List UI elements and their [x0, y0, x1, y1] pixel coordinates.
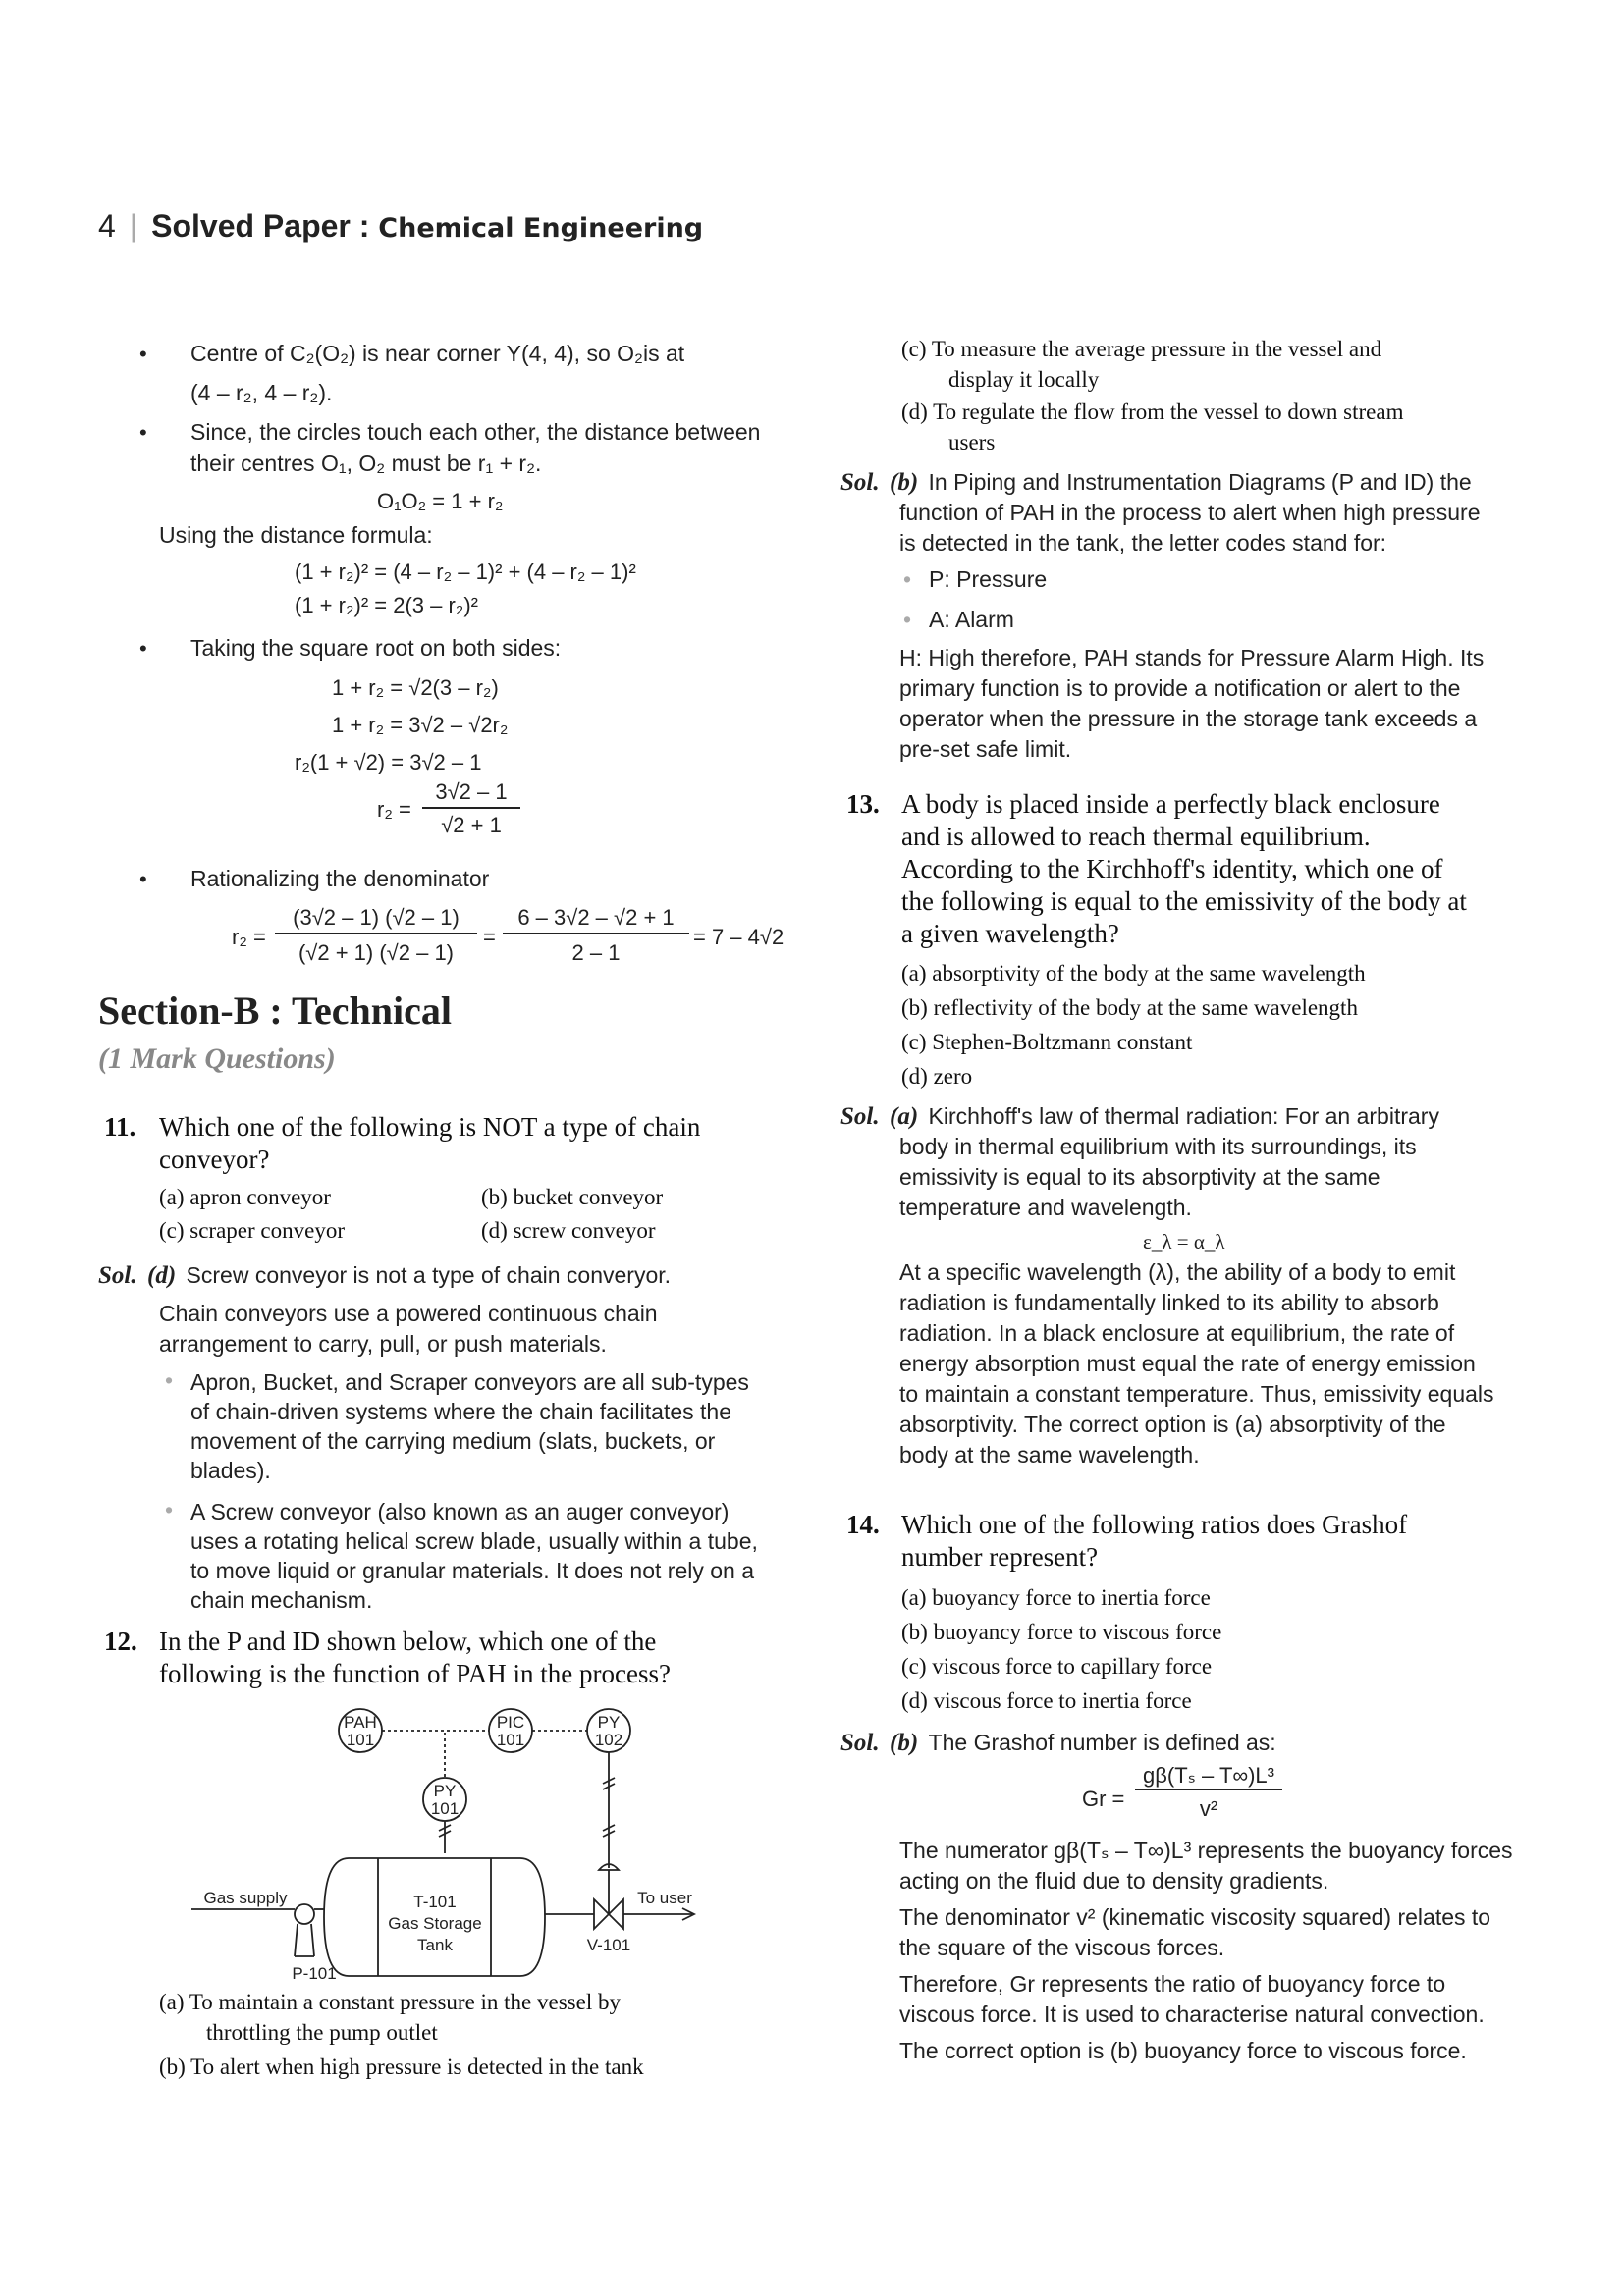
equation: O₁O₂ = 1 + r₂: [377, 489, 504, 513]
bullet-text: (4 – r₂, 4 – r₂).: [190, 380, 333, 405]
option-text: display it locally: [948, 367, 1100, 392]
solution-text: pre-set safe limit.: [899, 736, 1072, 762]
pah-number: 101: [346, 1731, 375, 1749]
tank-name: Gas Storage: [388, 1914, 482, 1933]
question-text: Which one of the following is NOT a type of chain: [159, 1112, 701, 1142]
solution-label: Sol.: [840, 1730, 880, 1756]
py101-label: PY: [433, 1782, 457, 1800]
book-title: Solved Paper :: [151, 208, 370, 243]
option-text: users: [948, 430, 996, 454]
options-13: [901, 956, 1366, 1094]
fraction-denominator: (√2 + 1) (√2 – 1): [298, 940, 455, 965]
solution-text: radiation. In a black enclosure at equilibrium, the rate of: [899, 1320, 1455, 1346]
question-number: 13.: [846, 789, 880, 819]
to-user-label: To user: [637, 1889, 692, 1907]
solution-label: Sol.: [840, 469, 880, 496]
bullet-text: P: Pressure: [929, 566, 1048, 592]
bullet-text: Centre of C₂(O₂) is near corner Y(4, 4), so O₂is at: [190, 341, 685, 366]
fraction-denominator: v²: [1199, 1796, 1218, 1821]
question-text: the following is equal to the emissivity of the body at: [901, 886, 1467, 916]
book-subtitle: Chemical Engineering: [378, 213, 704, 243]
pump-label: P-101: [292, 1964, 337, 1983]
option-c: (c) viscous force to capillary force: [901, 1654, 1213, 1679]
pump-p101: [295, 1904, 314, 1924]
question-number: 12.: [104, 1627, 137, 1656]
question-text: A body is placed inside a perfectly black enclosure: [901, 789, 1440, 819]
solution-11: Sol. (d) Screw conveyor is not a type of chain converyor. Chain conveyors use a powered continuous chain arrangement to carry, pull, or push materials. • Apron, Bucket, and Scraper conveyors are all sub-types of chain-driven systems where the chain facilitates the movement of the carrying medium (slats, buckets, or blades). • A Screw conveyor (also known as an auger conveyor) uses a rotating helical screw blade, usually within a tube, to move liquid or granular materials. It does not rely on a chain mechanism.: [98, 1260, 805, 1615]
question-number: 14.: [846, 1510, 880, 1539]
equation-lhs: Gr =: [1082, 1787, 1125, 1811]
section-subheading: (1 Mark Questions): [98, 1042, 336, 1075]
solution-label: Sol.: [98, 1262, 137, 1289]
gas-supply-label: Gas supply: [203, 1889, 288, 1907]
solution-text: The correct option is (b) buoyancy force to viscous force.: [899, 2038, 1467, 2063]
solution-text: Kirchhoff's law of thermal radiation: For an arbitrary: [928, 1103, 1439, 1129]
question-text: According to the Kirchhoff's identity, which one of: [901, 854, 1443, 883]
solution-answer: (a): [890, 1103, 919, 1130]
question-14: [840, 1509, 1547, 1574]
bullet-text: Since, the circles touch each other, the distance between: [190, 419, 761, 445]
option-c: [901, 334, 1540, 395]
solution-label: Sol.: [840, 1103, 880, 1130]
page-number: 4: [98, 208, 116, 243]
solution-text: emissivity is equal to its absorptivity at the same: [899, 1164, 1380, 1190]
question-text: and is allowed to reach thermal equilibrium.: [901, 822, 1371, 851]
question-text: In the P and ID shown below, which one of the: [159, 1627, 657, 1656]
solution-text: Chain conveyors use a powered continuous chain: [159, 1301, 658, 1326]
pid-diagram: [191, 1693, 722, 1988]
solution-text: radiation is fundamentally linked to its ability to absorb: [899, 1290, 1439, 1315]
bullet-text: Apron, Bucket, and Scraper conveyors are all sub-types: [190, 1369, 749, 1395]
question-text: conveyor?: [159, 1145, 270, 1174]
equation: 1 + r₂ = √2(3 – r₂): [332, 675, 499, 700]
solution-text: function of PAH in the process to alert when high pressure: [899, 500, 1481, 525]
equation: (1 + r₂)² = 2(3 – r₂)²: [295, 593, 478, 617]
question-12: [98, 1626, 805, 1690]
option-b: (b) bucket conveyor: [481, 1185, 664, 1209]
bullet-text: Taking the square root on both sides:: [190, 635, 562, 661]
option-a: [159, 1987, 807, 2048]
py102-number: 102: [594, 1731, 623, 1749]
bullet-text: their centres O₁, O₂ must be r₁ + r₂.: [190, 451, 542, 476]
bullet-text: movement of the carrying medium (slats, buckets, or: [190, 1428, 716, 1454]
equation: ε_λ = α_λ: [1143, 1230, 1225, 1254]
solution-text: to maintain a constant temperature. Thus, emissivity equals: [899, 1381, 1494, 1407]
running-header: 4 | Solved Paper : Chemical Engineering: [98, 208, 704, 243]
solution-14-body: [899, 1836, 1547, 2066]
pic-label: PIC: [496, 1713, 525, 1732]
solution-text: acting on the fluid due to density gradients.: [899, 1868, 1329, 1894]
question-text: number represent?: [901, 1542, 1099, 1572]
equation: (1 + r₂)² = (4 – r₂ – 1)² + (4 – r₂ – 1)²: [295, 560, 636, 584]
solution-answer: (b): [890, 469, 919, 496]
tank-type: Tank: [417, 1936, 453, 1954]
py102-label: PY: [597, 1713, 621, 1732]
solution-answer: (b): [890, 1730, 919, 1756]
bullet-text: blades).: [190, 1458, 271, 1483]
equals: =: [483, 925, 496, 949]
solution-text: Therefore, Gr represents the ratio of buoyancy force to: [899, 1971, 1446, 1997]
option-text: (a) To maintain a constant pressure in the vessel by: [159, 1990, 621, 2014]
fraction-numerator: (3√2 – 1) (√2 – 1): [275, 902, 477, 934]
paragraph: Using the distance formula:: [159, 522, 433, 548]
solution-text: H: High therefore, PAH stands for Pressure Alarm High. Its: [899, 645, 1485, 670]
options-14: [901, 1580, 1221, 1718]
bullet-text: of chain-driven systems where the chain facilitates the: [190, 1399, 731, 1424]
solution-text: energy absorption must equal the rate of energy emission: [899, 1351, 1476, 1376]
option-d: (d) screw conveyor: [481, 1218, 656, 1243]
solution-13: [840, 1101, 1547, 1470]
solution-text: The denominator v² (kinematic viscosity squared) relates to: [899, 1904, 1491, 1930]
option-c: (c) scraper conveyor: [159, 1218, 345, 1243]
option-b: (b) reflectivity of the body at the same wavelength: [901, 995, 1358, 1020]
solution-text: absorptivity. The correct option is (a) absorptivity of the: [899, 1412, 1446, 1437]
option-text: (c) To measure the average pressure in the vessel and: [901, 337, 1382, 361]
valve-label: V-101: [586, 1936, 631, 1954]
fraction-denominator: √2 + 1: [441, 813, 502, 837]
solution-text: body in thermal equilibrium with its surroundings, its: [899, 1134, 1417, 1159]
question-text: following is the function of PAH in the process?: [159, 1659, 671, 1688]
tank-id: T-101: [413, 1893, 457, 1911]
option-a: (a) apron conveyor: [159, 1185, 331, 1209]
solution-text: body at the same wavelength.: [899, 1442, 1200, 1468]
solution-text: the square of the viscous forces.: [899, 1935, 1225, 1960]
option-a: (a) absorptivity of the body at the same wavelength: [901, 961, 1366, 986]
option-b: (b) buoyancy force to viscous force: [901, 1620, 1222, 1644]
solution-text: The numerator gβ(Tₛ – T∞)L³ represents the buoyancy forces: [899, 1838, 1513, 1863]
bullet-text: Rationalizing the denominator: [190, 866, 490, 891]
option-text: throttling the pump outlet: [206, 2020, 438, 2045]
option-d: [901, 397, 1540, 457]
equation: 1 + r₂ = 3√2 – √2r₂: [332, 713, 509, 737]
question-number: 11.: [104, 1112, 136, 1142]
equation-lhs: r₂ =: [377, 797, 411, 822]
option-a: (a) buoyancy force to inertia force: [901, 1585, 1211, 1610]
solution-text: The Grashof number is defined as:: [928, 1730, 1276, 1755]
bullet-text: A: Alarm: [929, 607, 1014, 632]
bullet-text: chain mechanism.: [190, 1587, 373, 1613]
solution-text: primary function is to provide a notification or alert to the: [899, 675, 1461, 701]
solution-text: Screw conveyor is not a type of chain converyor.: [186, 1262, 672, 1288]
solution-14: [840, 1728, 1547, 1758]
pah-label: PAH: [344, 1713, 377, 1732]
solution-text: arrangement to carry, pull, or push materials.: [159, 1331, 607, 1357]
section-heading: Section-B : Technical: [98, 988, 453, 1033]
option-b: (b) To alert when high pressure is detected in the tank: [159, 2055, 644, 2079]
equation: r₂(1 + √2) = 3√2 – 1: [295, 750, 482, 774]
fraction-numerator: gβ(Tₛ – T∞)L³: [1135, 1763, 1282, 1790]
equation-lhs: r₂ =: [232, 925, 266, 949]
option-text: (d) To regulate the flow from the vessel to down stream: [901, 400, 1404, 424]
question-11: [98, 1111, 805, 1176]
option-c: (c) Stephen-Boltzmann constant: [901, 1030, 1193, 1054]
question-text: Which one of the following ratios does Grashof: [901, 1510, 1408, 1539]
question-13: [840, 788, 1547, 950]
py101-number: 101: [430, 1799, 460, 1818]
solution-text: viscous force. It is used to characterise natural convection.: [899, 2002, 1485, 2027]
solution-text: At a specific wavelength (λ), the ability of a body to emit: [899, 1259, 1456, 1285]
solution-text: In Piping and Instrumentation Diagrams (P and ID) the: [928, 469, 1472, 495]
bullet-text: to move liquid or granular materials. It does not rely on a: [190, 1558, 755, 1583]
solution-12: Sol. (b) In Piping and Instrumentation Diagrams (P and ID) the function of PAH in the process to alert when high pressure is detected in the tank, the letter codes stand for: • P: Pressure • A: Alarm H: High therefore, PAH stands for Pressure Alarm High. Its primary function is to provide a notification or alert to the operator when the pressure in the storage tank exceeds a pre-set safe limit.: [840, 467, 1547, 765]
option-d: (d) viscous force to inertia force: [901, 1688, 1192, 1713]
solution-text: temperature and wavelength.: [899, 1195, 1192, 1220]
option-d: (d) zero: [901, 1064, 973, 1089]
fraction-numerator: 6 – 3√2 – √2 + 1: [503, 902, 689, 934]
fraction-denominator: 2 – 1: [571, 940, 621, 965]
bullet-text: A Screw conveyor (also known as an auger conveyor): [190, 1499, 730, 1524]
solution-answer: (d): [147, 1262, 177, 1289]
solution-text: is detected in the tank, the letter codes stand for:: [899, 530, 1387, 556]
bullet-text: uses a rotating helical screw blade, usually within a tube,: [190, 1528, 758, 1554]
pic-number: 101: [496, 1731, 525, 1749]
equation-result: = 7 – 4√2: [693, 925, 784, 949]
question-text: a given wavelength?: [901, 919, 1119, 948]
fraction-numerator: 3√2 – 1: [422, 776, 520, 809]
solution-text: operator when the pressure in the storage tank exceeds a: [899, 706, 1478, 731]
